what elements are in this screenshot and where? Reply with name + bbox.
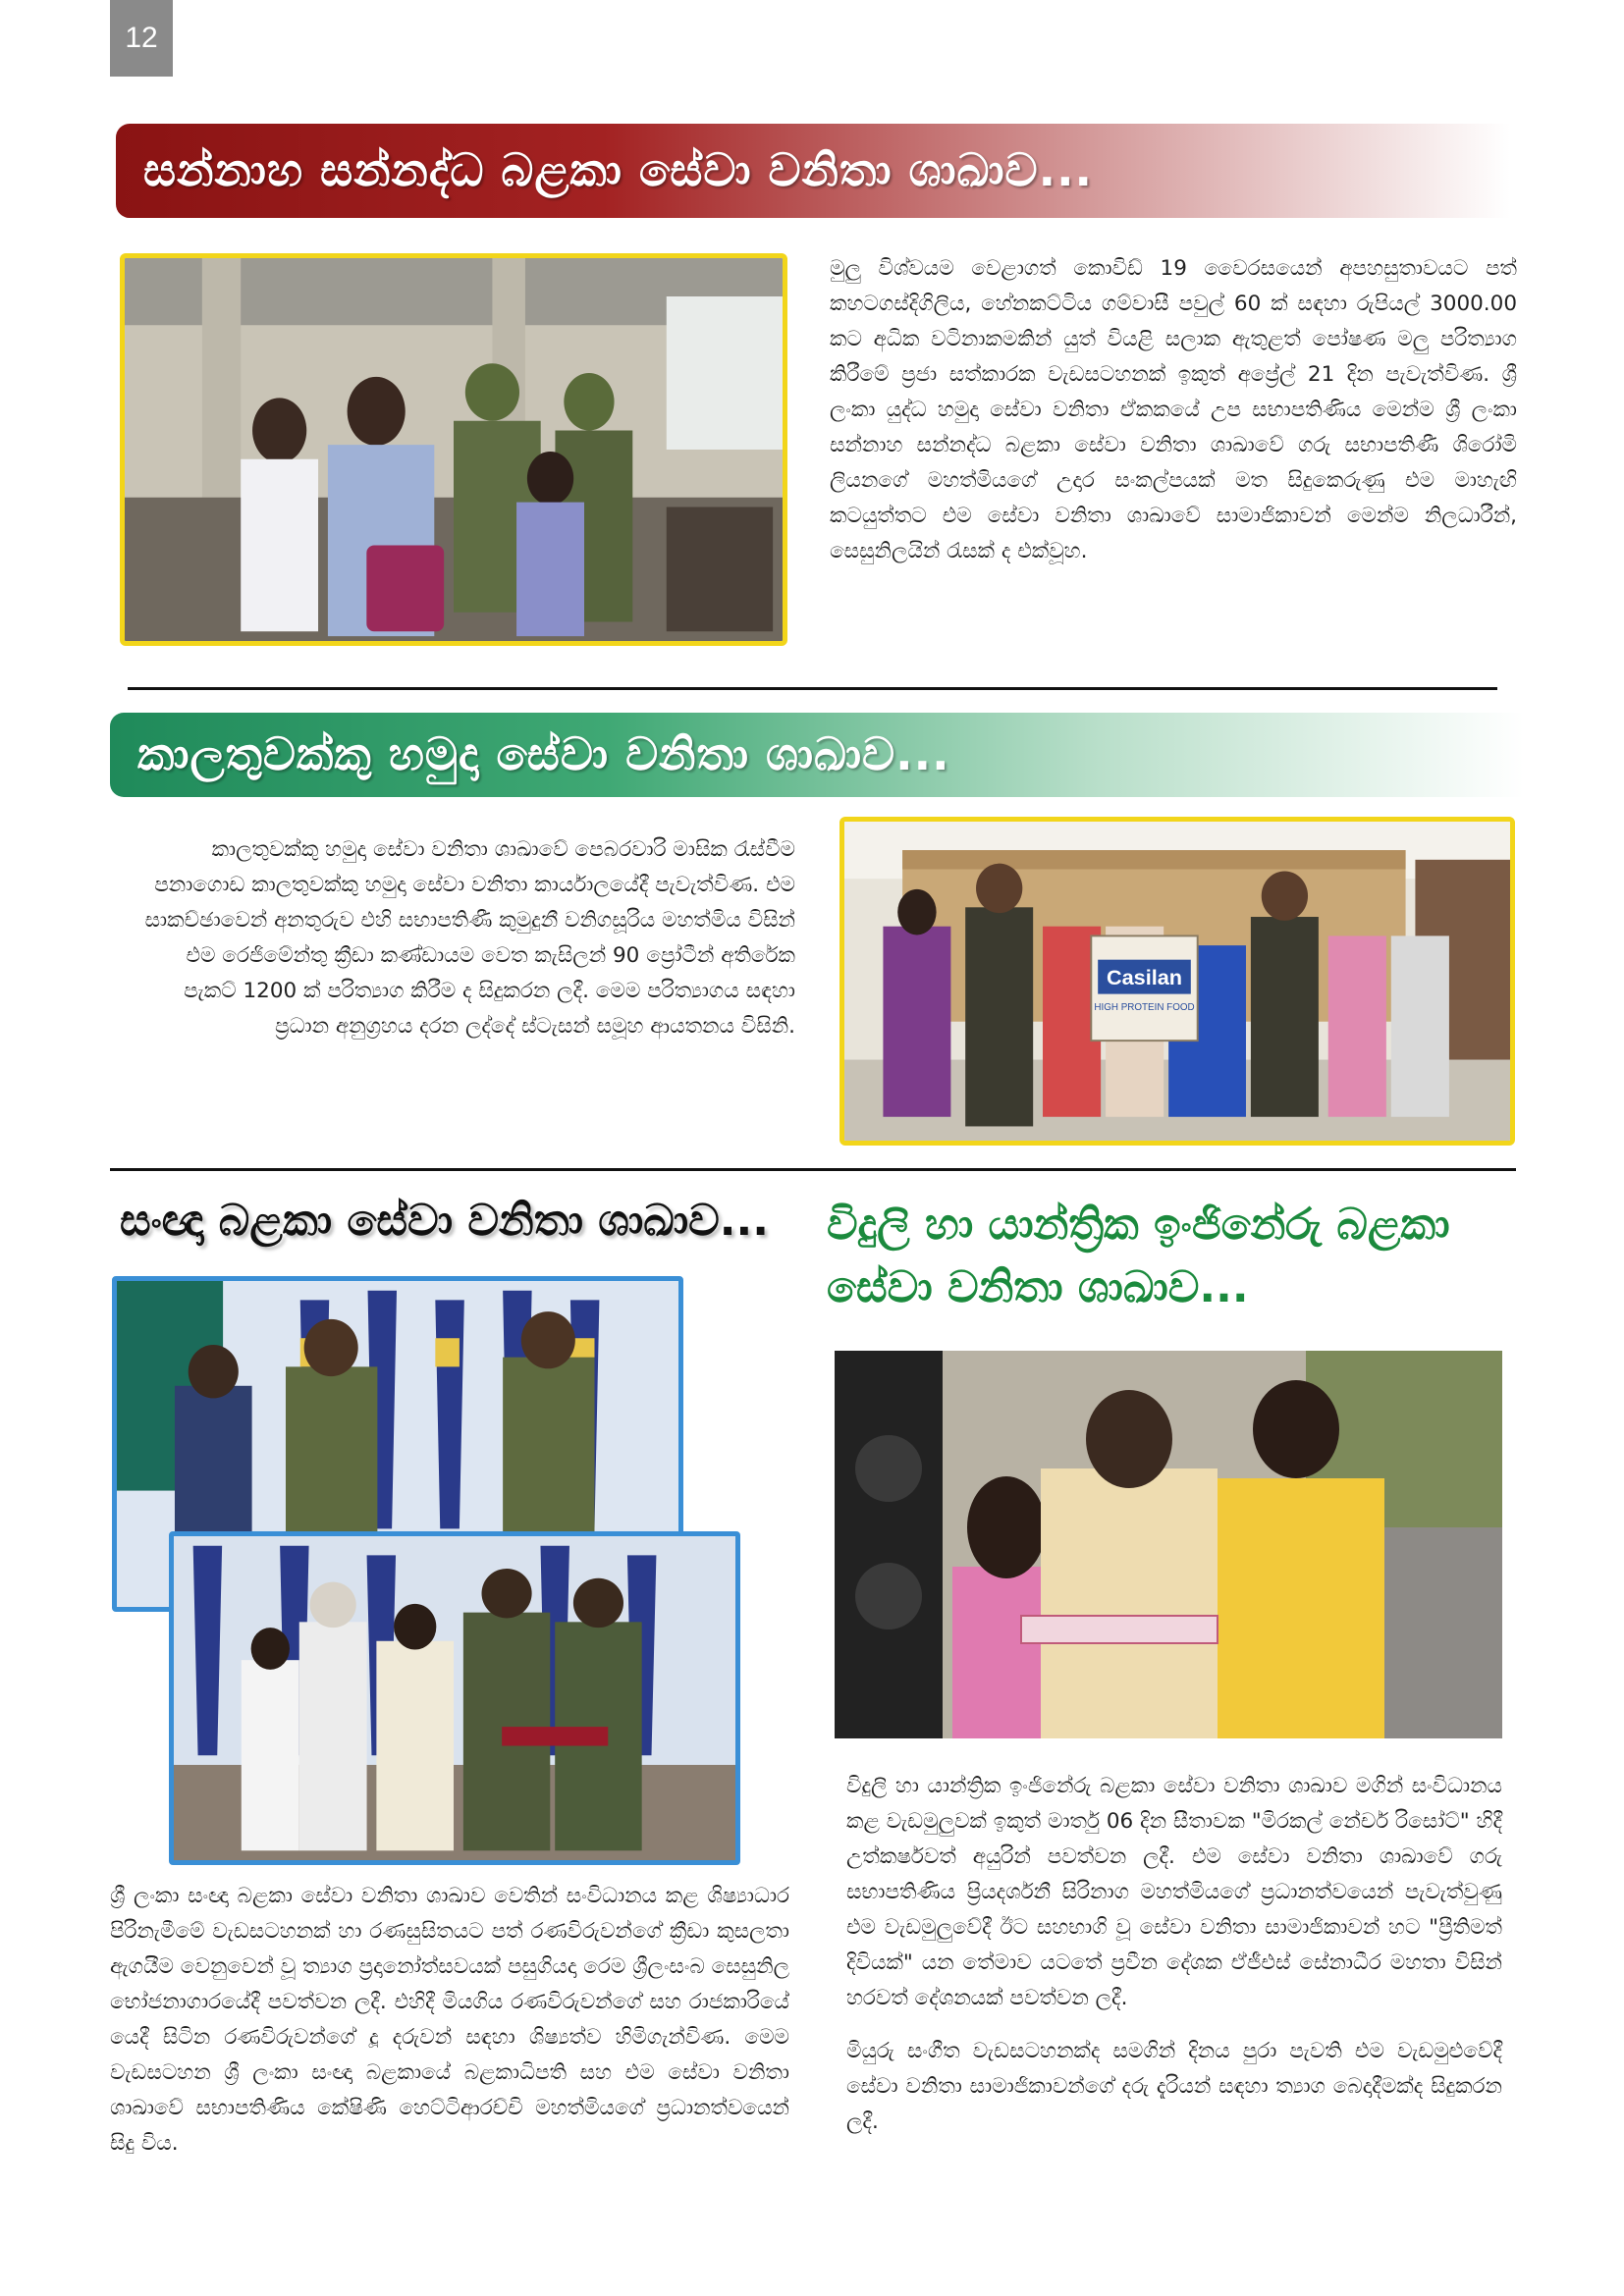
section1-photo-illustration — [125, 258, 783, 641]
section2-photo — [839, 817, 1515, 1146]
page-number: 12 — [110, 0, 173, 77]
section3-paragraph: ශ්‍රී ලංකා සංඥා බළකා සේවා වනිතා ශාඛාව වෙතින් සංවිධානය කළ ශිෂ්‍යාධාර පිරිනැමීමේ වැඩසටහනක් හා රණසුසිතයට පත් රණවිරුවන්ගේ ක්‍රීඩා කුසලතා ඇගයීම වෙනුවෙන් වූ ත්‍යාග ප්‍රදානෝත්සවයක් පසුගියදා රෙම ශ්‍රීලංසංබ සෙසුනිල භෝජනාගාරයේදී පවත්වන ලදී. එහිදී මියගිය රණවිරුවන්ගේ සහ රාජකාරියේ යෙදී සිටින රණවිරුවන්ගේ දූ දරුවන් සඳහා ශිෂ්‍යත්ව හිමිගැන්විණ. මෙම වැඩසටහන ශ්‍රී ලංකා සංඥා බළකායේ බළකාධිපති සහ එම සේවා වනිතා ශාඛාවේ සභාපතිණිය කේෂිණි හෙට්ටිආරච්චි මහත්මියගේ ප්‍රධානත්වයෙන් සිදු විය. — [110, 1884, 789, 2156]
section2-box-label: Casilan — [1106, 966, 1183, 989]
section2-divider — [110, 1168, 1516, 1171]
section2-title-banner — [110, 713, 1524, 797]
section4-photo — [835, 1351, 1502, 1738]
section2-body — [128, 832, 795, 1044]
section4-paragraph-2: මියුරු සංගීත වැඩසටහනක්ද සමගින් දිනය පුරා පැවති එම වැඩමුළුවේදී සේවා වනිතා සාමාජිකාවන්ගේ දරු දැරියන් සඳහා ත්‍යාග බෙදාදීමක්ද සිදුකරන ලදී. — [846, 2039, 1502, 2134]
section4-body — [846, 1769, 1502, 2140]
section2-box-sub: HIGH PROTEIN FOOD — [1094, 1002, 1195, 1014]
section3-title: සංඥා බළකා සේවා වනිතා ශාඛාව... — [120, 1196, 769, 1246]
section2-paragraph: කාලතුවක්කු හමුදා සේවා වනිතා ශාඛාවේ පෙබරවාරි මාසික රැස්වීම පනාගොඩ කාලතුවක්කු හමුදා සේවා වනිතා කාර්යාලයේදී පැවැත්විණ. එම සාකච්ඡාවෙන් අනතුරුව එහි සභාපතිණී කුමුදුනී වනිගසූරිය මහත්මිය විසින් එම රෙජිමේන්තු ක්‍රීඩා කණ්ඩායම වෙත කැසිලන් 90 ප්‍රෝටීන් අතිරේක පැකට් 1200 ක් පරිත්‍යාග කිරීම ද සිදුකරන ලදී. මෙම පරිත්‍යාගය සඳහා ප්‍රධාන අනුග්‍රහය දරන ලද්දේ ස්ටැසන් සමූහ ආයතනය විසිනි. — [144, 837, 795, 1039]
section4-photo-illustration — [835, 1351, 1502, 1738]
section1-title: සන්නාහ සන්නද්ධ බළකා සේවා වනිතා ශාඛාව... — [143, 143, 1094, 196]
section4-title-line2: සේවා වනිතා ශාඛාව... — [827, 1262, 1249, 1312]
section4-paragraph-1: විදුලි හා යාන්ත්‍රික ඉංජිනේරු බළකා සේවා වනිතා ශාඛාව මගින් සංවිධානය කළ වැඩමුලුවක් ඉකුත් මාර්තු 06 දින සීතාවක "මිරකල් නේචර් රිසෝට්" හිදී උත්කර්ෂවත් අයුරින් පවත්වන ලදී. එම සේවා වනිතා ශාඛාවේ ගරු සභාපතිණිය ප්‍රියදර්ශනී සිරිනාග මහත්මියගේ ප්‍රධානත්වයෙන් පැවැත්වුණු එම වැඩමුලුවේදී ඊට සහභාගි වූ සේවා වනිතා සාමාජිකාවන් හට "ප්‍රීතිමත් දිවියක්" යන තේමාව යටතේ ප්‍රවීන දේශක ඒජීඑස් සේනාධීර මහතා විසින් හරවත් දේශනයක් පවත්වන ලදී. — [846, 1774, 1502, 2010]
section3-photo-2 — [169, 1531, 740, 1865]
section1-title-banner — [116, 124, 1510, 218]
section3-body — [110, 1879, 789, 2162]
section1-body — [830, 251, 1517, 569]
section1-divider — [128, 687, 1497, 690]
section4-title — [827, 1194, 1524, 1319]
section4-title-line1: විදුලි හා යාන්ත්‍රික ඉංජිනේරු බළකා — [827, 1200, 1450, 1250]
section2-title: කාලතුවක්කු හමුදා සේවා වනිතා ශාඛාව... — [137, 727, 950, 780]
section1-photo — [120, 253, 787, 646]
section1-paragraph: මුලු විශ්වයම වෙළාගත් කොවිඩ් 19 වෛරසයෙන් අපහසුතාවයට පත් කහටගස්දිගිලිය, හේනකට්ටිය ගම්වාසී පවුල් 60 ක් සඳහා රුපියල් 3000.00 කට අධික වටිනාකමකින් යුත් වියළි සලාක ඇතුළත් පෝෂණ මලු පරිත්‍යාග කිරීමේ ප්‍රජා සත්කාරක වැඩසටහනක් ඉකුත් අප්‍රේල් 21 දින පැවැත්විණ. ශ්‍රී ලංකා යුද්ධ හමුදා සේවා වනිතා ඒකකයේ උප සභාපතිණිය මෙන්ම ශ්‍රී ලංකා සන්නාහ සන්නද්ධ බළකා සේවා වනිතා ශාඛාවේ ගරු සභාපතිණී ශිරෝමි ලියනගේ මහත්මියගේ උදාර සංකල්පයක් මත සිදුකෙරුණු එම මාහැඟි කටයුත්තට එම සේවා වනිතා ශාඛාවේ සාමාජිකාවන් මෙන්ම නිලධාරීන්, සෙසුනිලයින් රැසක් ද එක්වූහ. — [830, 256, 1517, 563]
section3-photo-2-illustration — [174, 1536, 735, 1860]
section2-photo-illustration — [844, 822, 1510, 1141]
